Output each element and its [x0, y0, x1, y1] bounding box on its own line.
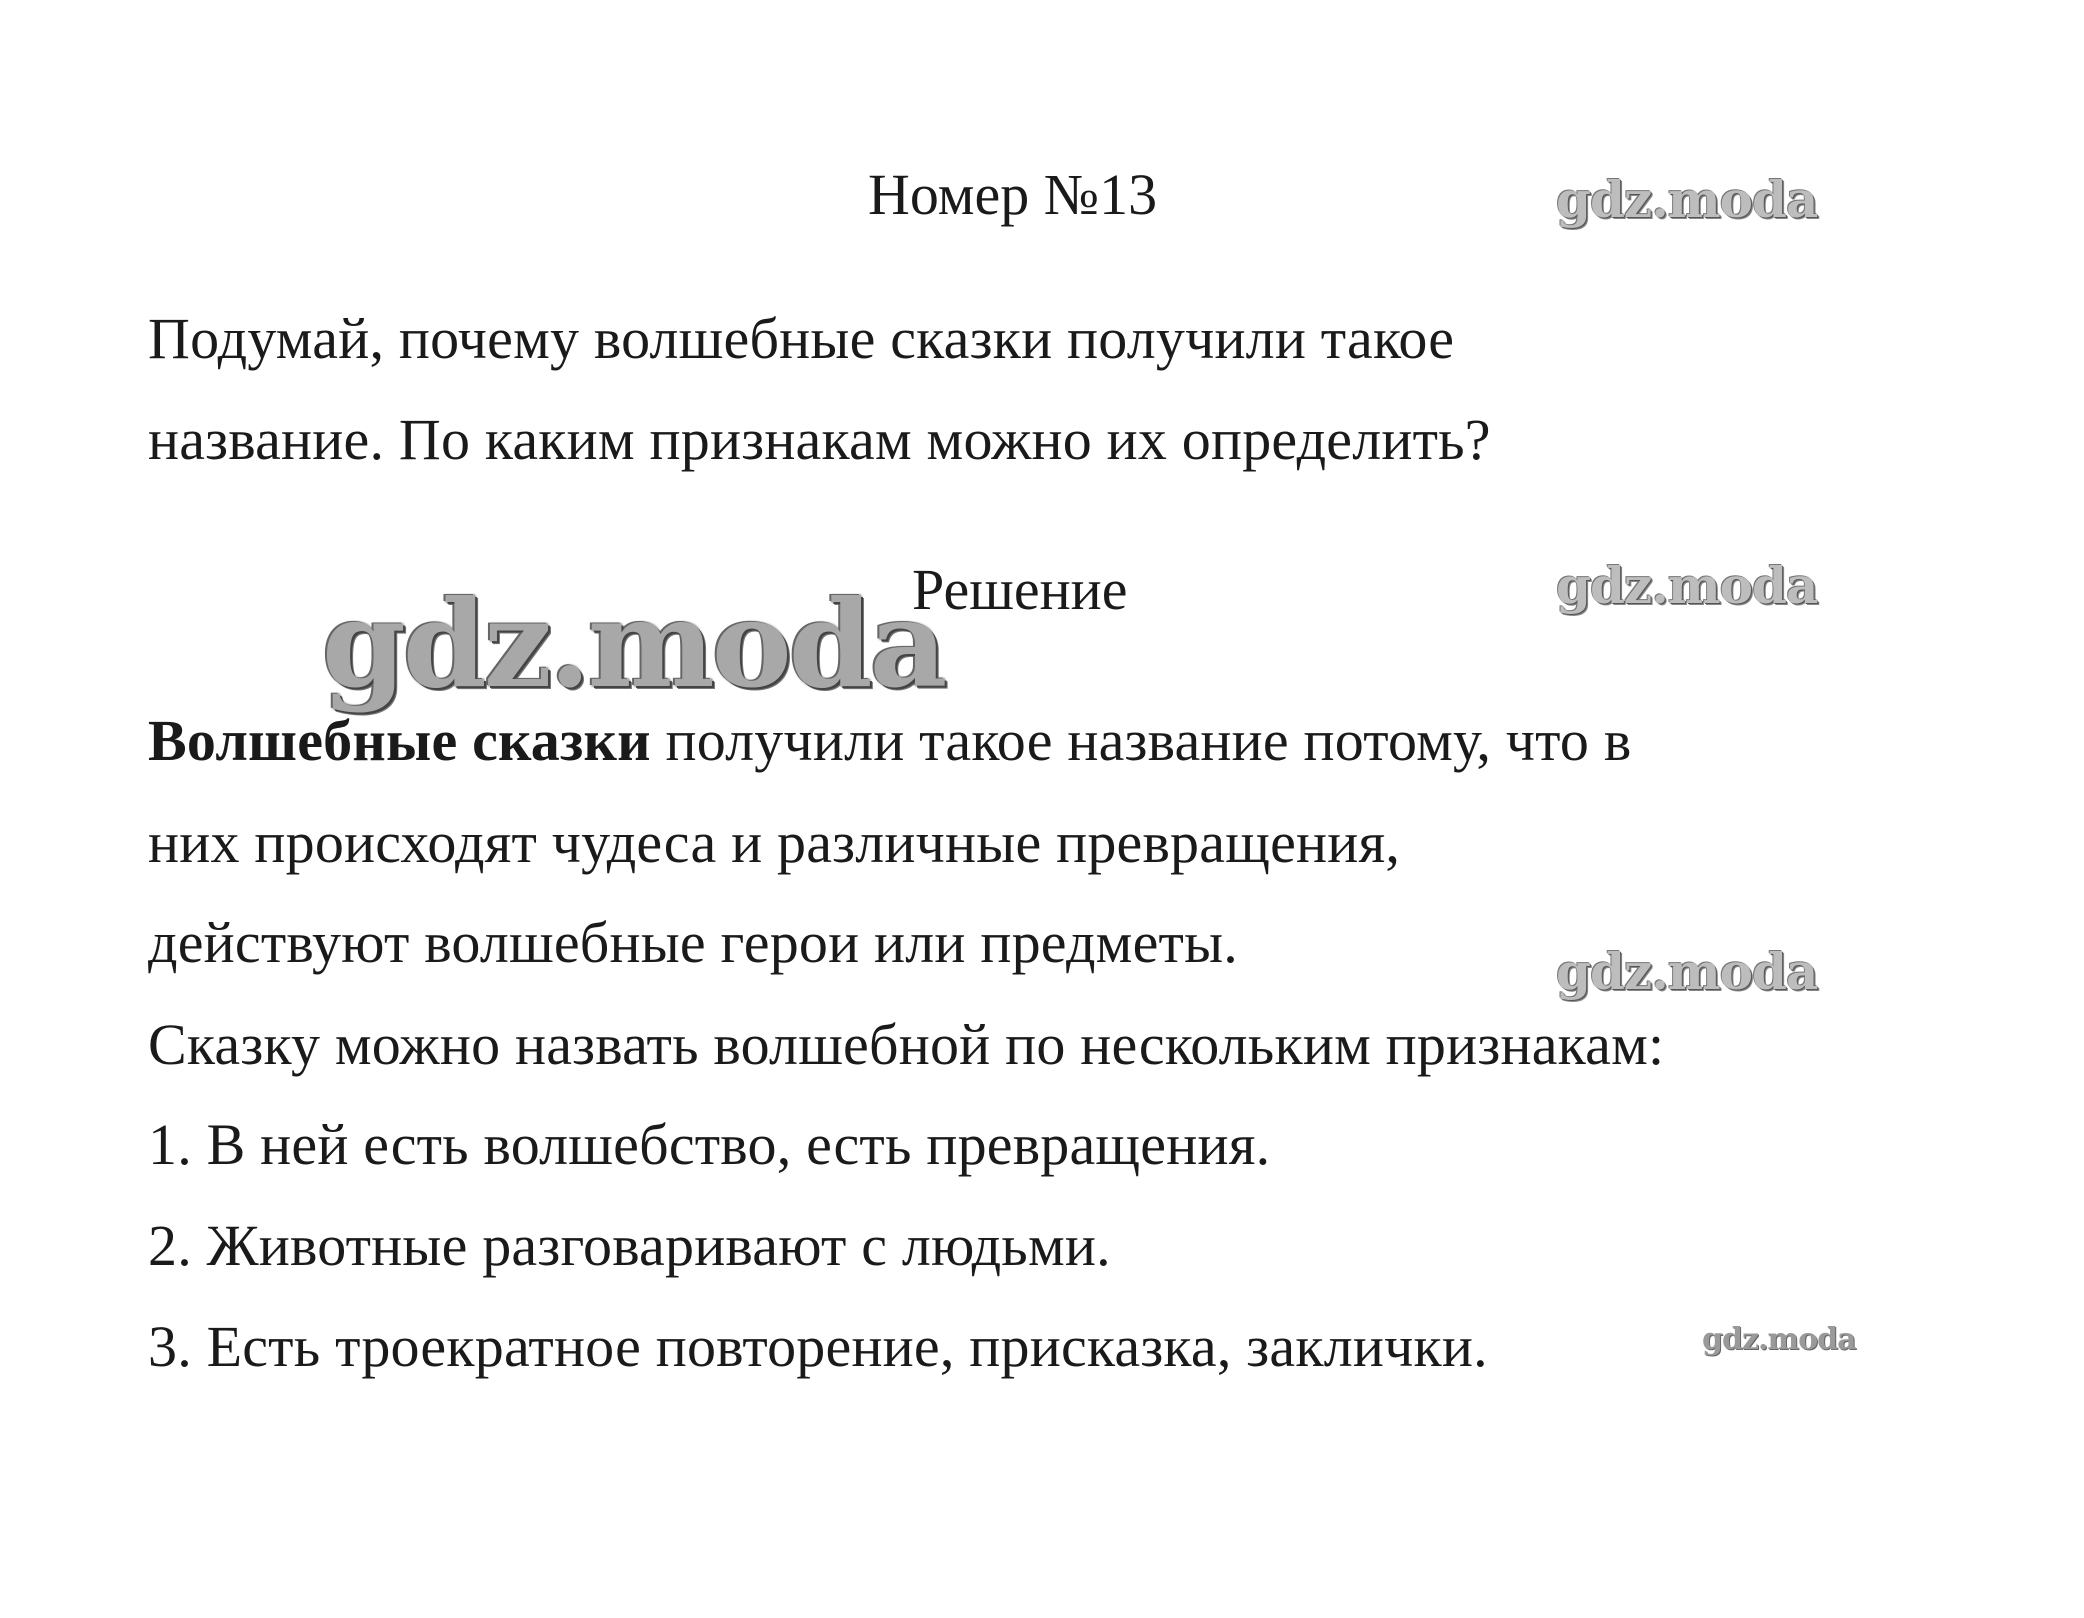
watermark-logo: gdz.moda — [1556, 942, 1818, 1001]
list-item-2: 2. Животные разговаривают с людьми. — [148, 1213, 1111, 1278]
watermark-logo: gdz.moda — [1556, 170, 1818, 229]
watermark-logo-small: gdz.moda — [1702, 1322, 1856, 1357]
answer-line-3: действуют волшебные герои или предметы. — [148, 910, 1238, 975]
question-line-2: название. По каким признакам можно их определить? — [148, 407, 1491, 472]
answer-line-2: них происходят чудеса и различные превращения, — [148, 810, 1401, 875]
list-item-1: 1. В ней есть волшебство, есть превращения. — [148, 1112, 1271, 1177]
solution-heading: Решение — [912, 557, 1128, 622]
answer-line-1 — [148, 706, 1631, 776]
question-line-1: Подумай, почему волшебные сказки получили такое — [148, 306, 1455, 371]
watermark-logo-large: gdz.moda — [322, 574, 945, 715]
list-item-3: 3. Есть троекратное повторение, присказка, заклички. — [148, 1314, 1488, 1379]
watermark-logo: gdz.moda — [1556, 556, 1818, 615]
answer-term: Волшебные сказки — [148, 708, 651, 773]
answer-line-1-rest: получили такое название потому, что в — [650, 708, 1632, 773]
answer-line-4: Сказку можно назвать волшебной по нескольким признакам: — [148, 1012, 1665, 1077]
task-number-title: Номер №13 — [868, 162, 1158, 227]
